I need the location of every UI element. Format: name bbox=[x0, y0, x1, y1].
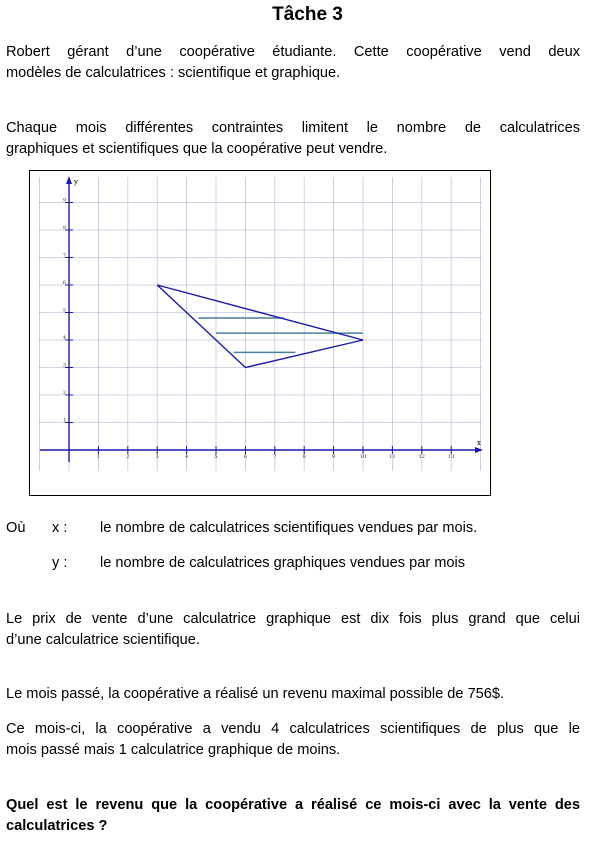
x-tick-label: 11 bbox=[389, 454, 396, 460]
x-tick-label: 5 bbox=[214, 454, 218, 460]
y-tick-label: 5 bbox=[62, 307, 66, 314]
page-title: Tâche 3 bbox=[272, 4, 343, 25]
y-tick-label: 2 bbox=[62, 390, 66, 396]
y-variable: y : bbox=[52, 555, 68, 571]
revenue-text: Le mois passé, la coopérative a réalisé un revenu maximal possible de 756$. bbox=[6, 686, 505, 702]
x-description: le nombre de calculatrices scientifiques vendues par mois. bbox=[100, 520, 478, 536]
y-tick-label: 6 bbox=[62, 280, 66, 286]
x-tick-label: 8 bbox=[302, 454, 306, 460]
intro-line-2: modèles de calculatrices : scientifique et graphique. bbox=[6, 65, 341, 81]
y-tick-label: 7 bbox=[62, 252, 66, 259]
this-month-line-2: mois passé mais 1 calculatrice graphique de moins. bbox=[6, 742, 341, 758]
y-tick-label: 1 bbox=[62, 417, 66, 424]
x-tick-label: 7 bbox=[273, 454, 277, 460]
x-tick-label: 3 bbox=[155, 454, 159, 460]
x-tick-label: 13 bbox=[448, 454, 455, 460]
x-tick-label: 12 bbox=[418, 454, 425, 460]
this-month-line-1: Ce mois-ci, la coopérative a vendu 4 calculatrices scientifiques de plus que le bbox=[6, 721, 580, 737]
y-axis-arrow bbox=[66, 176, 72, 184]
x-tick-label: 4 bbox=[185, 454, 189, 460]
y-tick-label: 3 bbox=[62, 362, 66, 369]
y-tick-label: 9 bbox=[62, 197, 66, 204]
chart-svg bbox=[30, 171, 490, 495]
x-tick-label: 1 bbox=[96, 454, 100, 460]
x-tick-label: 6 bbox=[243, 454, 247, 460]
x-variable: x : bbox=[52, 520, 68, 536]
definitions-lead: Où bbox=[6, 520, 26, 536]
x-tick-label: 10 bbox=[359, 454, 367, 460]
feasible-region-triangle bbox=[157, 285, 363, 368]
y-axis-label: y bbox=[74, 178, 78, 186]
constraints-line-1: Chaque mois différentes contraintes limitent le nombre de calculatrices bbox=[6, 120, 580, 136]
y-tick-label: 8 bbox=[62, 225, 66, 231]
price-line-1: Le prix de vente d’une calculatrice graphique est dix fois plus grand que celui bbox=[6, 611, 580, 627]
question-line-1: Quel est le revenu que la coopérative a réalisé ce mois-ci avec la vente des bbox=[6, 797, 580, 813]
intro-line-1: Robert gérant d’une coopérative étudiante. Cette coopérative vend deux bbox=[6, 44, 580, 60]
y-description: le nombre de calculatrices graphiques vendues par mois bbox=[100, 555, 466, 571]
x-axis-label: x bbox=[477, 439, 481, 447]
x-tick-label: 9 bbox=[332, 454, 336, 460]
question-line-2: calculatrices ? bbox=[6, 818, 108, 834]
price-line-2: d’une calculatrice scientifique. bbox=[6, 632, 200, 648]
constraint-graph bbox=[29, 170, 491, 496]
x-axis-arrow bbox=[475, 447, 483, 453]
y-tick-label: 4 bbox=[62, 335, 66, 341]
x-tick-label: 2 bbox=[126, 454, 130, 460]
constraints-line-2: graphiques et scientifiques que la coopérative peut vendre. bbox=[6, 141, 388, 157]
